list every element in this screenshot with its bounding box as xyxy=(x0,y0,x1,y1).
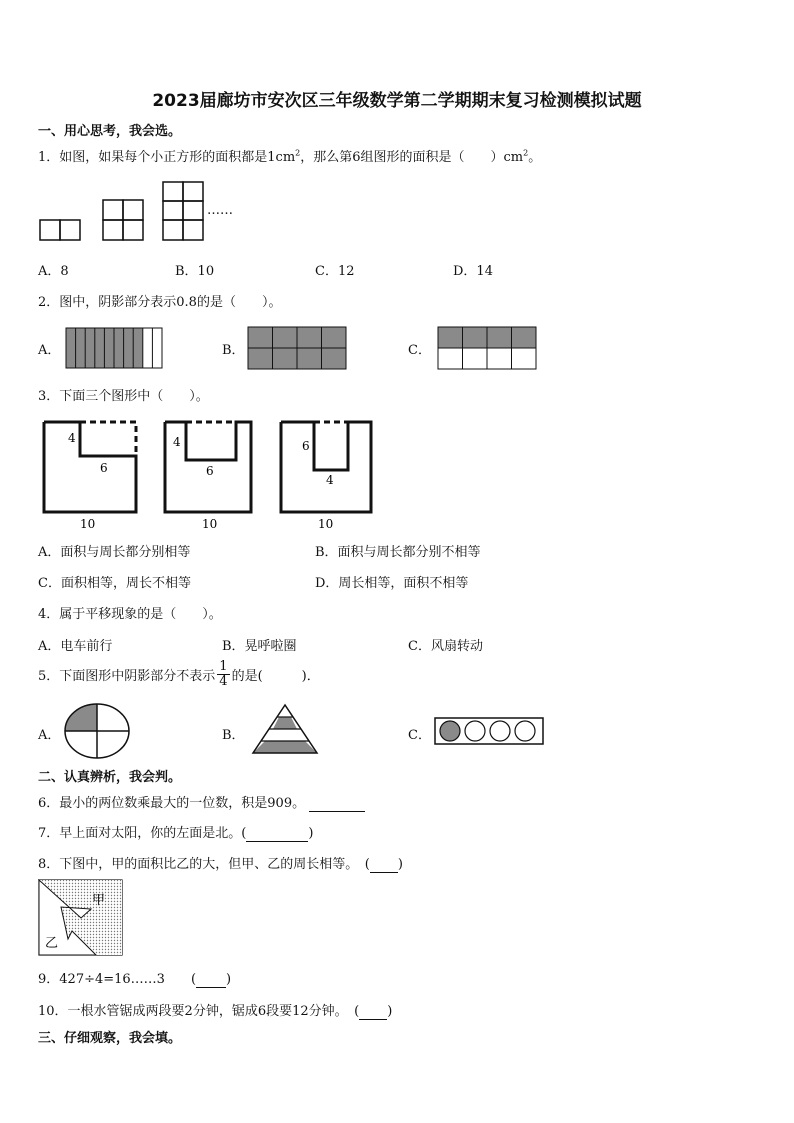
fig-a-label-6: 6 xyxy=(100,461,108,475)
question-9-text: 9．427÷4=16……3 ( ) xyxy=(38,972,232,987)
section-3-heading: 三、仔细观察，我会填。 xyxy=(38,1031,182,1046)
question-3-text: 3．下面三个图形中（ ）。 xyxy=(38,389,209,404)
question-8-text: 8．下图中，甲的面积比乙的大，但甲、乙的周长相等。 ( ) xyxy=(38,857,403,872)
fig-c-label-10: 10 xyxy=(318,517,334,531)
question-2-figure-b[interactable] xyxy=(246,325,348,371)
answer-blank-10[interactable] xyxy=(359,1004,387,1020)
fig-c-label-4: 4 xyxy=(326,473,334,487)
fig-a-label-4: 4 xyxy=(68,431,76,445)
question-3-option-a[interactable]: A．面积与周长都分别相等 xyxy=(38,545,191,560)
label-yi: 乙 xyxy=(45,936,59,951)
question-5-label-b[interactable]: B． xyxy=(222,728,245,743)
answer-blank-8[interactable] xyxy=(370,857,398,873)
question-1-option-a[interactable]: A．8 xyxy=(38,264,69,279)
fig-a-label-10: 10 xyxy=(80,517,96,531)
question-2-label-b[interactable]: B． xyxy=(222,343,245,358)
fig-c-label-6: 6 xyxy=(302,439,310,453)
answer-blank-9[interactable] xyxy=(196,972,226,988)
question-5-figure-a[interactable] xyxy=(62,702,132,760)
section-2-heading: 二、认真辨析，我会判。 xyxy=(38,770,182,785)
question-8-figure xyxy=(38,879,124,957)
question-5-label-c[interactable]: C． xyxy=(408,728,431,743)
question-2-figure-a[interactable] xyxy=(64,326,164,370)
question-1-ellipsis: …… xyxy=(207,203,233,218)
question-3-option-b[interactable]: B．面积与周长都分别不相等 xyxy=(315,545,481,560)
fig-b-label-6: 6 xyxy=(206,464,214,478)
question-4-text: 4．属于平移现象的是（ ）。 xyxy=(38,607,222,622)
question-4-option-a[interactable]: A．电车前行 xyxy=(38,639,113,654)
question-1-option-c[interactable]: C．12 xyxy=(315,264,355,279)
question-1-option-b[interactable]: B．10 xyxy=(175,264,215,279)
answer-blank-7[interactable] xyxy=(246,826,308,842)
question-5-figure-c[interactable] xyxy=(433,716,545,746)
question-7-text: 7．早上面对太阳，你的左面是北。( ) xyxy=(38,826,314,841)
question-10-text: 10．一根水管锯成两段要2分钟，锯成6段要12分钟。 ( ) xyxy=(38,1004,393,1019)
section-1-heading: 一、用心思考，我会选。 xyxy=(38,124,182,139)
question-1-text: 1．如图，如果每个小正方形的面积都是$1cm^2$，那么第6组图形的面积是（ ）$cm^2$。 xyxy=(38,148,542,165)
label-jia: 甲 xyxy=(92,893,106,908)
question-2-figure-c[interactable] xyxy=(436,325,538,371)
fraction-one-quarter: $\frac{1}{4}$ xyxy=(219,659,228,689)
question-2-text: 2．图中，阴影部分表示0.8的是（ ）。 xyxy=(38,295,282,310)
fig-b-label-10: 10 xyxy=(202,517,218,531)
page-title: 2023届廊坊市安次区三年级数学第二学期期末复习检测模拟试题 xyxy=(152,91,642,111)
question-6-text: 6．最小的两位数乘最大的一位数，积是909。 xyxy=(38,792,365,812)
question-5-text: 5．下面图形中阴影部分不表示 $\frac{1}{4}$ 的是( )． xyxy=(38,659,320,689)
question-2-label-c[interactable]: C． xyxy=(408,343,431,358)
question-5-figure-b[interactable] xyxy=(250,702,320,756)
question-4-option-c[interactable]: C．风扇转动 xyxy=(408,639,483,654)
question-3-option-d[interactable]: D．周长相等，面积不相等 xyxy=(315,576,469,591)
question-4-option-b[interactable]: B．晃呼啦圈 xyxy=(222,639,297,654)
answer-blank-6[interactable] xyxy=(309,796,365,812)
question-1-option-d[interactable]: D．14 xyxy=(453,264,493,279)
question-2-label-a[interactable]: A． xyxy=(38,343,61,358)
question-3-option-c[interactable]: C．面积相等，周长不相等 xyxy=(38,576,191,591)
question-3-figures xyxy=(40,418,380,536)
fig-b-label-4: 4 xyxy=(173,435,181,449)
question-5-label-a[interactable]: A． xyxy=(38,728,61,743)
